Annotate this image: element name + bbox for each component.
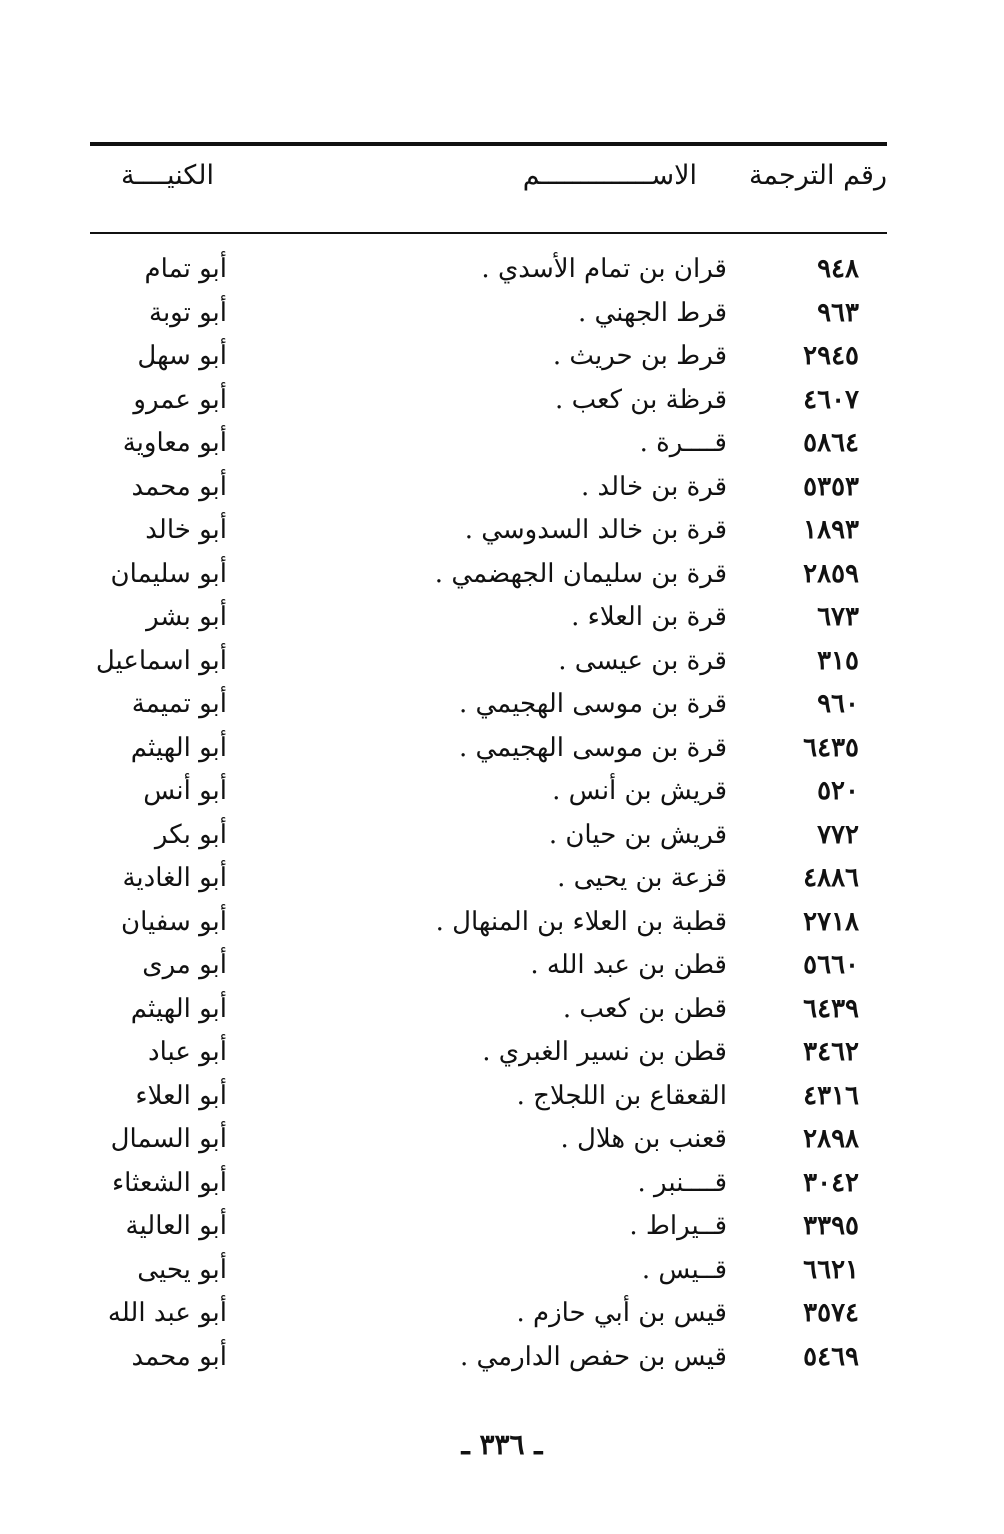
entry-number: ٦٤٣٩ [803, 993, 859, 1024]
entry-kunya: أبو محمد [131, 1341, 227, 1372]
entry-number: ٦٤٣٥ [803, 732, 859, 763]
entry-kunya: أبو معاوية [122, 428, 227, 458]
entry-kunya: أبو اسماعيل [95, 645, 227, 676]
entry-name: قعنب بن هلال . [560, 1124, 727, 1154]
table-row [90, 988, 887, 1032]
entry-number: ٤٨٨٦ [803, 863, 859, 893]
table-row [90, 727, 887, 771]
table-row [90, 1031, 887, 1075]
entry-kunya: أبو الشعثاء [111, 1167, 227, 1198]
entry-kunya: أبو الغادية [122, 863, 227, 893]
entry-name: قــيس . [641, 1254, 727, 1285]
entry-number: ٥٦٦٠ [803, 950, 859, 980]
entry-name: قران بن تمام الأسدي . [481, 254, 727, 284]
entry-name: قطن بن عبد الله . [530, 950, 727, 980]
table-row [90, 857, 887, 901]
entry-kunya: أبو يحيى [137, 1254, 227, 1285]
entry-kunya: أبو محمد [131, 471, 227, 502]
entry-kunya: أبو الهيثم [130, 993, 227, 1024]
table-row [90, 1162, 887, 1206]
table-row [90, 335, 887, 379]
page-number: ـ ٣٣٦ ـ [461, 1428, 543, 1461]
entry-number: ٣٠٤٢ [803, 1167, 859, 1198]
entry-number: ٩٤٨ [817, 254, 859, 284]
entry-number: ٥٨٦٤ [803, 428, 859, 458]
entry-number: ٢٧١٨ [803, 906, 859, 937]
entry-kunya: أبو توبة [149, 297, 227, 328]
entry-name: قرظة بن كعب . [555, 384, 727, 415]
table-row [90, 944, 887, 988]
entry-number: ٢٩٤٥ [803, 341, 859, 371]
top-rule [90, 142, 887, 146]
entry-kunya: أبو تميمة [131, 689, 227, 719]
entry-name: قرة بن موسى الهجيمي . [458, 732, 727, 763]
entry-name: قطن بن نسير الغبري . [482, 1037, 727, 1067]
entry-kunya: أبو بشر [146, 602, 227, 632]
entry-name: قــيراط . [629, 1211, 727, 1241]
table-row [90, 379, 887, 423]
entry-kunya: أبو أنس [143, 776, 227, 806]
table-row [90, 1075, 887, 1119]
entry-number: ٤٣١٦ [803, 1080, 859, 1111]
entries-table [90, 248, 887, 1379]
entry-number: ٦٦٢١ [803, 1254, 859, 1285]
table-header [90, 160, 887, 220]
entry-number: ٢٨٥٩ [803, 558, 859, 589]
entry-name: قرة بن خالد السدوسي . [464, 515, 727, 545]
entry-number: ٩٦٠ [817, 689, 859, 719]
table-row [90, 509, 887, 553]
header-kunya-label: الكنيــــة [120, 160, 214, 191]
entry-name: قرة بن عيسى . [558, 645, 727, 676]
entry-number: ٣٥٧٤ [803, 1298, 859, 1328]
entry-kunya: أبو سليمان [110, 558, 227, 589]
entry-kunya: أبو عباد [147, 1037, 227, 1067]
entry-kunya: أبو العالية [125, 1211, 227, 1241]
entry-kunya: أبو خالد [145, 515, 227, 545]
entry-number: ٣١٥ [817, 645, 859, 676]
entry-number: ٦٧٣ [817, 602, 859, 632]
entry-name: قرة بن موسى الهجيمي . [458, 689, 727, 719]
entry-name: قطبة بن العلاء بن المنهال . [435, 906, 727, 937]
table-row [90, 1249, 887, 1293]
entry-name: قيس بن حفص الدارمي . [459, 1341, 727, 1372]
entry-kunya: أبو الهيثم [130, 732, 227, 763]
table-row [90, 422, 887, 466]
entry-name: قريش بن أنس . [552, 776, 727, 806]
table-row [90, 683, 887, 727]
entry-kunya: أبو تمام [144, 254, 227, 284]
table-row [90, 553, 887, 597]
header-rule [90, 232, 887, 234]
entry-kunya: أبو عمرو [133, 384, 227, 415]
entry-number: ٣٣٩٥ [803, 1211, 859, 1241]
entry-name: قــــنبر . [637, 1167, 727, 1198]
entry-kunya: أبو مرى [142, 950, 227, 980]
table-row [90, 640, 887, 684]
entry-number: ٩٦٣ [817, 297, 859, 328]
entry-kunya: أبو العلاء [135, 1080, 227, 1111]
entry-kunya: أبو السمال [110, 1124, 227, 1154]
entry-name: قرة بن سليمان الجهضمي . [434, 558, 727, 589]
entry-number: ٧٧٢ [817, 819, 859, 850]
entry-name: قرط الجهني . [577, 297, 727, 328]
table-row [90, 248, 887, 292]
entry-number: ٣٤٦٢ [803, 1037, 859, 1067]
table-row [90, 814, 887, 858]
entry-name: قزعة بن يحيى . [557, 863, 727, 893]
entry-number: ٤٦٠٧ [803, 384, 859, 415]
entry-name: قرة بن العلاء . [571, 602, 727, 632]
entry-name: قرة بن خالد . [580, 471, 727, 502]
entry-kunya: أبو بكر [154, 819, 227, 850]
entry-name: قــــرة . [639, 428, 727, 458]
table-row [90, 1118, 887, 1162]
table-row [90, 596, 887, 640]
entry-kunya: أبو عبد الله [107, 1298, 227, 1328]
entry-number: ٢٨٩٨ [803, 1124, 859, 1154]
header-number-label: رقم الترجمة [748, 160, 887, 191]
entry-number: ٥٣٥٣ [803, 471, 859, 502]
table-row [90, 292, 887, 336]
entry-name: قيس بن أبي حازم . [516, 1298, 727, 1328]
entry-kunya: أبو سهل [137, 341, 227, 371]
table-row [90, 1336, 887, 1380]
table-row [90, 1292, 887, 1336]
table-row [90, 466, 887, 510]
table-row [90, 901, 887, 945]
entry-name: قرط بن حريث . [552, 341, 727, 371]
entry-name: قطن بن كعب . [562, 993, 727, 1024]
table-row [90, 1205, 887, 1249]
entry-number: ٥٤٦٩ [803, 1341, 859, 1372]
entry-number: ٥٢٠ [817, 776, 859, 806]
entry-number: ١٨٩٣ [803, 515, 859, 545]
entry-kunya: أبو سفيان [121, 906, 227, 937]
header-name-label: الاســــــــــــــم [522, 160, 697, 191]
entry-name: القعقاع بن اللجلاج . [516, 1080, 727, 1111]
table-row [90, 770, 887, 814]
entry-name: قريش بن حيان . [548, 819, 727, 850]
